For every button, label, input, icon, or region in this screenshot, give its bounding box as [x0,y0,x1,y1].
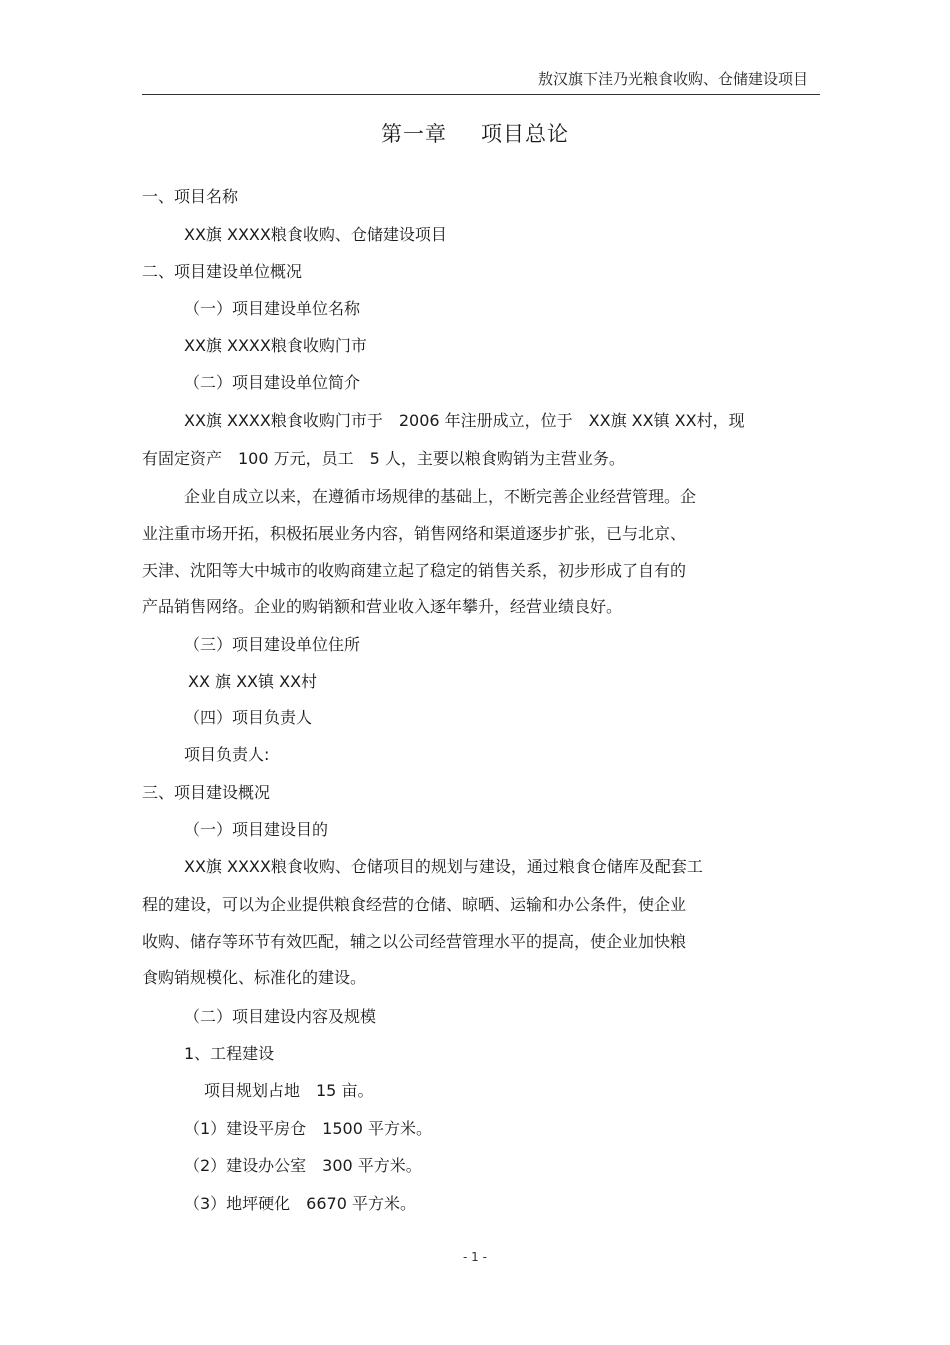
paragraph-line: XX旗 XXXX粮食收购门市 [184,336,367,355]
paragraph-line: 有固定资产 100 万元，员工 5 人，主要以粮食购销为主营业务。 [142,449,625,468]
paragraph-line: XX旗 XXXX粮食收购、仓储建设项目 [184,225,447,244]
section-heading: 一、项目名称 [142,187,239,206]
chapter-name: 项目总论 [481,122,569,146]
page-number: - 1 - [463,1250,487,1264]
paragraph-line: 天津、沈阳等大中城市的收购商建立起了稳定的销售关系，初步形成了自有的 [142,561,687,580]
paragraph-line: 程的建设，可以为企业提供粮食经营的仓储、晾晒、运输和办公条件，使企业 [142,895,687,914]
subsection-heading: （一）项目建设目的 [184,820,329,839]
list-item: （2）建设办公室 300 平方米。 [184,1156,422,1175]
paragraph-line: XX旗 XXXX粮食收购门市于 2006 年注册成立，位于 XX旗 XX镇 XX村，现 [184,411,745,430]
subsection-heading: （三）项目建设单位住所 [184,635,361,654]
section-heading: 二、项目建设单位概况 [142,262,303,281]
paragraph-line: 食购销规模化、标准化的建设。 [142,968,367,987]
paragraph-line: 企业自成立以来，在遵循市场规律的基础上，不断完善企业经营管理。企 [184,487,697,506]
section-heading: 三、项目建设概况 [142,783,271,802]
subsection-heading: （二）项目建设内容及规模 [184,1007,377,1026]
paragraph-line: 产品销售网络。企业的购销额和营业收入逐年攀升，经营业绩良好。 [142,597,623,616]
chapter-number: 第一章 [381,122,447,146]
header-divider [142,94,820,95]
paragraph-line: XX 旗 XX镇 XX村 [188,672,318,691]
chapter-title [0,118,950,148]
subsection-heading: （四）项目负责人 [184,708,313,727]
paragraph-line: 收购、储存等环节有效匹配，辅之以公司经营管理水平的提高，使企业加快粮 [142,932,687,951]
subsection-heading: （一）项目建设单位名称 [184,299,361,318]
paragraph-line: 业注重市场开拓，积极拓展业务内容，销售网络和渠道逐步扩张，已与北京、 [142,524,687,543]
running-header: 敖汉旗下洼乃光粮食收购、仓储建设项目 [537,70,808,88]
paragraph-line: 项目负责人: [184,745,270,764]
item-heading: 1、工程建设 [184,1044,275,1063]
paragraph-line: 项目规划占地 15 亩。 [204,1081,374,1100]
subsection-heading: （二）项目建设单位简介 [184,373,361,392]
list-item: （3）地坪硬化 6670 平方米。 [184,1194,416,1213]
paragraph-line: XX旗 XXXX粮食收购、仓储项目的规划与建设，通过粮食仓储库及配套工 [184,857,703,876]
list-item: （1）建设平房仓 1500 平方米。 [184,1119,432,1138]
